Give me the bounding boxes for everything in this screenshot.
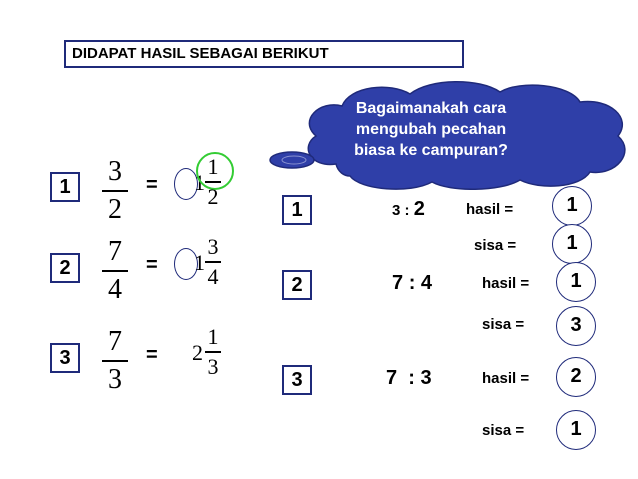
hasil-label-2: hasil = xyxy=(482,275,530,292)
fraction-denominator: 2 xyxy=(108,194,122,225)
cloud-bubble-large xyxy=(270,152,314,168)
hasil-value-circle-2: 1 xyxy=(556,262,596,302)
hasil-value-circle-1: 1 xyxy=(552,186,592,226)
fraction-numerator: 7 xyxy=(108,326,122,357)
fraction-denominator: 4 xyxy=(108,274,122,305)
equals-sign-1: = xyxy=(146,174,158,196)
mixed-whole-2: 1 xyxy=(194,250,205,275)
divisor-2: 4 xyxy=(420,272,433,294)
left-number-box-1: 1 xyxy=(50,172,80,202)
sisa-value-circle-2: 3 xyxy=(556,306,596,346)
left-fraction-1 xyxy=(100,156,130,226)
sisa-label-2: sisa = xyxy=(482,316,525,333)
left-number-box-2: 2 xyxy=(50,253,80,283)
right-number-box-1: 1 xyxy=(282,195,312,225)
fraction-numerator: 3 xyxy=(108,156,122,187)
sisa-value-circle-3: 1 xyxy=(556,410,596,450)
cloud-text xyxy=(326,98,536,161)
division-3 xyxy=(386,367,432,390)
left-fraction-2 xyxy=(100,236,130,306)
mixed-numerator: 3 xyxy=(207,234,219,259)
mixed-fraction-1 xyxy=(203,154,223,210)
sisa-value-circle-1: 1 xyxy=(552,224,592,264)
mixed-fraction-3 xyxy=(203,324,223,380)
equals-sign-3: = xyxy=(146,344,158,366)
cloud-line-3: biasa ke campuran? xyxy=(354,142,508,159)
mixed-fraction-bar xyxy=(205,261,221,263)
division-2 xyxy=(392,272,432,295)
colon-1: : xyxy=(404,202,410,219)
dividend-3: 7 xyxy=(386,367,398,389)
mixed-denominator: 2 xyxy=(207,183,219,209)
division-1 xyxy=(392,198,425,221)
mixed-fraction-bar xyxy=(205,351,221,353)
sisa-label-1: sisa = xyxy=(474,237,517,254)
cloud-line-1: Bagaimanakah cara xyxy=(355,100,507,117)
fraction-bar xyxy=(102,190,128,192)
mixed-whole-3: 2 xyxy=(192,340,203,365)
colon-3: : xyxy=(408,367,415,389)
dividend-2: 7 xyxy=(392,272,404,294)
cloud-line-2: mengubah pecahan xyxy=(355,121,507,138)
right-number-box-2: 2 xyxy=(282,270,312,300)
hasil-label-1: hasil = xyxy=(466,201,514,218)
divisor-1: 2 xyxy=(413,198,425,220)
equals-sign-2: = xyxy=(146,254,158,276)
hasil-label-3: hasil = xyxy=(482,370,530,387)
sisa-label-3: sisa = xyxy=(482,422,525,439)
left-number-box-3: 3 xyxy=(50,343,80,373)
mixed-fraction-2 xyxy=(203,234,223,290)
hasil-value-circle-3: 2 xyxy=(556,357,596,397)
right-number-box-3: 3 xyxy=(282,365,312,395)
mixed-fraction-bar xyxy=(205,181,221,183)
divisor-3: 3 xyxy=(420,367,432,389)
colon-2: : xyxy=(408,272,416,294)
left-fraction-3 xyxy=(100,326,130,396)
mixed-denominator: 4 xyxy=(207,263,219,289)
dividend-1: 3 xyxy=(392,202,401,219)
page-title: DIDAPAT HASIL SEBAGAI BERIKUT xyxy=(64,40,464,68)
fraction-bar xyxy=(102,270,128,272)
mixed-numerator: 1 xyxy=(207,154,219,179)
fraction-numerator: 7 xyxy=(108,236,122,267)
fraction-denominator: 3 xyxy=(108,364,122,395)
mixed-numerator: 1 xyxy=(207,324,219,349)
mixed-denominator: 3 xyxy=(207,353,219,379)
fraction-bar xyxy=(102,360,128,362)
mixed-whole-1: 1 xyxy=(194,170,205,195)
